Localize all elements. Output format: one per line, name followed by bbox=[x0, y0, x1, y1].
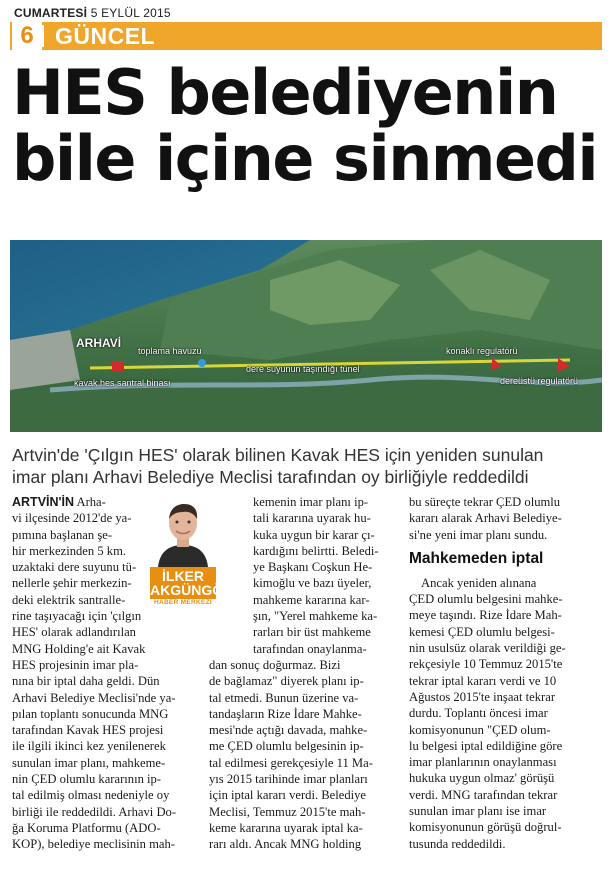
section-divider bbox=[42, 25, 44, 47]
body-line: için iptal kararı verdi. Belediye bbox=[209, 788, 367, 803]
body-line: sunulan imar planı, mahkeme- bbox=[12, 755, 166, 770]
day-label: CUMARTESİ bbox=[14, 6, 88, 20]
body-line: ğa Koruma Platformu (ADO- bbox=[12, 820, 161, 835]
deck-line-1: Artvin'de 'Çılgın HES' olarak bilinen Kavak HES için yeniden sunulan bbox=[12, 445, 544, 465]
body-line: imar planlarının onaylanması bbox=[409, 755, 557, 770]
photo-label-tunnel: dere suyunun taşındığı tünel bbox=[246, 364, 360, 374]
body-line: dan sonuç doğurmaz. Bizi bbox=[209, 657, 341, 672]
body-column-1 bbox=[12, 494, 200, 853]
body-line: MNG Holding'e ait Kavak bbox=[12, 641, 146, 656]
date-label: 5 EYLÜL 2015 bbox=[90, 6, 171, 20]
body-line: komisyonunun görüşü doğrul- bbox=[409, 820, 562, 835]
photo-label-upper-regulator: konaklı regulatörü bbox=[446, 346, 518, 356]
body-line: pılan toplantı sonucunda MNG bbox=[12, 706, 169, 721]
photo-label-town: ARHAVİ bbox=[76, 336, 122, 350]
body-line: bu süreçte tekrar ÇED olumlu bbox=[409, 495, 561, 509]
body-line: komisyonunun "ÇED olum- bbox=[409, 722, 551, 737]
body-line: tekrar iptal kararı verdi ve 10 bbox=[409, 673, 557, 688]
body-line: deki elektrik santralle- bbox=[12, 592, 126, 607]
author-first-name: İLKER bbox=[162, 568, 204, 584]
body-line: rekçesiyle 10 Temmuz 2015'te bbox=[409, 657, 563, 672]
body-line: nin usulsüz olarak verildiği ge- bbox=[409, 641, 566, 656]
headline-line-1: HES belediyenin bbox=[12, 56, 558, 129]
body-line: meye taşındı. Rize İdare Mah- bbox=[409, 608, 562, 623]
body-column-3 bbox=[409, 494, 602, 852]
body-line: rarları bir üst mahkeme bbox=[253, 625, 371, 640]
body-line: kararı alarak Arhavi Belediye- bbox=[409, 511, 562, 526]
photo-label-pool: toplama havuzu bbox=[138, 346, 202, 356]
body-column-2 bbox=[209, 494, 401, 853]
body-line: HES' olarak adlandırılan bbox=[12, 625, 136, 640]
body-line: hukuka uygun olmaz' görüşü bbox=[409, 771, 555, 786]
body-line: nin ÇED olumlu kararının ip- bbox=[12, 772, 162, 787]
deck bbox=[12, 444, 602, 488]
body-line: verdi. MNG tarafından tekrar bbox=[409, 787, 558, 802]
body-line: de bağlamaz" diyerek planı ip- bbox=[209, 674, 364, 689]
body-line: durdu. Toplantı öncesi imar bbox=[409, 706, 548, 721]
body-line: ÇED olumlu belgesini mahke- bbox=[409, 592, 563, 607]
body-line: keme kararına uyarak iptal ka- bbox=[209, 820, 363, 835]
body-line: tarafından Kavak HES projesi bbox=[12, 723, 164, 738]
body-line: tal edilmesi gerekçesiyle 11 Ma- bbox=[209, 755, 373, 770]
aerial-photo bbox=[10, 240, 602, 432]
author-org: HABER MERKEZİ bbox=[153, 599, 213, 606]
body-line: nına bir iptal daha geldi. Dün bbox=[12, 674, 160, 689]
body-line: lu belgesi iptal edildiğine göre bbox=[409, 738, 563, 753]
body-line: nellerle şehir merkezin- bbox=[12, 576, 132, 591]
body-line: yıs 2015 tarihinde imar planları bbox=[209, 772, 368, 787]
body-line: kemenin imar planı ip- bbox=[253, 495, 369, 509]
section-name: GÜNCEL bbox=[55, 23, 156, 49]
body-line: tal etmedi. Bunun üzerine va- bbox=[209, 690, 359, 705]
deck-line-2: imar planı Arhavi Belediye Meclisi tarafından oy birliğiyle reddedildi bbox=[12, 467, 529, 487]
body-line: tarafından onaylanma- bbox=[253, 641, 367, 656]
photo-label-plant: kavak hes santral binası bbox=[74, 378, 171, 388]
body-line: rarı aldı. Ancak MNG holding bbox=[209, 837, 362, 852]
body-line: Arhavi Belediye Meclisi'nde ya- bbox=[12, 690, 176, 705]
body-line: tusunda reddedildi. bbox=[409, 836, 506, 851]
body-line: şın, "Yerel mahkeme ka- bbox=[253, 609, 378, 624]
body-line: Ağustos 2015'te inşaat tekrar bbox=[409, 689, 556, 704]
body-line: KOP), belediye meclisinin mah- bbox=[12, 837, 175, 852]
headline bbox=[12, 56, 602, 195]
body-line: tandaşların Rize İdare Mahke- bbox=[209, 706, 362, 721]
subhead: Mahkemeden iptal bbox=[409, 549, 544, 567]
body-line: me ÇED olumlu belgesinin ip- bbox=[209, 739, 364, 754]
body-line: tali kararına uyarak hu- bbox=[253, 511, 371, 526]
dateline-lead: ARTVİN'İN bbox=[12, 495, 74, 509]
headline-line-2: bile içine sinmedi bbox=[12, 122, 598, 195]
body-line: HES projesinin imar pla- bbox=[12, 657, 139, 672]
body-line: ye Başkanı Coşkun He- bbox=[253, 560, 373, 575]
photo-label-stream-regulator: dereüstü regulatörü bbox=[500, 376, 579, 386]
body-line: Meclisi, Temmuz 2015'te mah- bbox=[209, 804, 366, 819]
author-last-name: AKGÜNGÖR bbox=[150, 582, 234, 598]
body-line: birliği ile reddedildi. Arhavi Do- bbox=[12, 804, 177, 819]
body-line: ile ilgili ikinci kez yenilenerek bbox=[12, 739, 166, 754]
body-line: tal edilmiş olması nedeniyle oy bbox=[12, 788, 170, 803]
body-line: si'ne yeni imar planı sundu. bbox=[409, 527, 548, 542]
body-line: pımına başlanan şe- bbox=[12, 527, 113, 542]
body-line: vi ilçesinde 2012'de ya- bbox=[12, 511, 132, 526]
body-line: kimoğlu ve bazı üyeler, bbox=[253, 576, 372, 591]
body-line: kemesi ÇED olumlu belgesi- bbox=[409, 624, 555, 639]
body-line: Arha- bbox=[76, 495, 106, 509]
dateline bbox=[14, 6, 171, 20]
body-line: uzaktaki dere suyunu tü- bbox=[12, 560, 137, 575]
body-line: hir merkezinden 5 km. bbox=[12, 543, 127, 558]
body-line: kuka uygun bir karar çı- bbox=[253, 527, 375, 542]
body-line: mahkeme kararına kar- bbox=[253, 592, 370, 607]
body-line: Ancak yeniden alınana bbox=[421, 575, 537, 590]
body-line: rine taşıyacağı için 'çılgın bbox=[12, 609, 142, 624]
body-line: mesi'nde açtığı davada, mahke- bbox=[209, 723, 368, 738]
page-number: 6 bbox=[12, 22, 42, 50]
body-line: kardığını belirtti. Beledi- bbox=[253, 543, 379, 558]
body-line: sunulan imar planı ise imar bbox=[409, 804, 547, 819]
